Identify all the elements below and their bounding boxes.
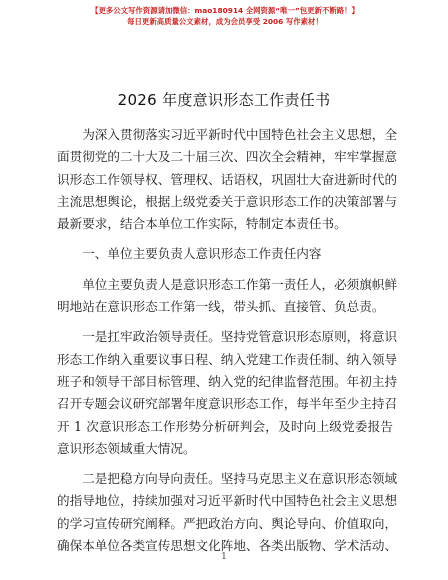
text-line: 确保本单位各类宣传思想文化阵地、各类出版物、学术活动、: [57, 538, 398, 554]
text-line: 识形态工作领导权、管理权、话语权，巩固壮大奋进新时代的: [57, 171, 398, 187]
text-line: 的指导地位，持续加强对习近平新时代中国特色社会主义思想: [57, 493, 398, 509]
text-line: 召开专题会议研究部署年度意识形态工作，每半年至少主持召: [57, 396, 398, 412]
promo-banner-line-2: 每日更新高质量公文素材，成为会员享受 2006 写作素材！: [127, 17, 323, 26]
paragraph-intro: [57, 124, 398, 235]
text-line: 二是把稳方向导向责任。坚持马克思主义在意识形态领域: [82, 471, 398, 487]
text-line: 明地站在意识形态工作第一线，带头抓、直接管、负总责。: [57, 299, 385, 315]
text-line: 一、单位主要负责人意识形态工作责任内容: [82, 246, 322, 262]
paragraph-direction-guidance: [57, 468, 398, 557]
paragraph-political-leadership: [57, 326, 398, 460]
text-line: 班子和领导干部目标管理、纳入党的纪律监督范围。年初主持: [57, 373, 398, 389]
paragraph-responsibility: [57, 274, 398, 319]
text-line: 面贯彻党的二十大及二十届三次、四次全会精神，牢牢掌握意: [57, 149, 398, 165]
text-line: 为深入贯彻落实习近平新时代中国特色社会主义思想，全: [82, 127, 398, 142]
document-title: 2026 年度意识形态工作责任书: [117, 91, 331, 109]
section-heading-1: [57, 243, 393, 265]
text-line: 意识形态领域重大情况。: [57, 440, 196, 456]
text-line: 单位主要负责人是意识形态工作第一责任人，必须旗帜鲜: [82, 276, 398, 292]
promo-banner-line-1: 【更多公文写作资源请加微信：mao180914 全网资源“唯一”包更新不断路！】: [91, 6, 359, 15]
page-number: 1: [221, 552, 227, 562]
text-line: 最新要求，结合本单位工作实际，特制定本责任书。: [57, 216, 347, 232]
text-line: 开 1 次意识形态工作形势分析研判会，及时向上级党委报告: [57, 418, 393, 434]
promo-banner: [60, 5, 390, 27]
text-line: 一是扛牢政治领导责任。坚持党管意识形态原则，将意识: [82, 329, 398, 345]
document-body: [57, 124, 398, 557]
text-line: 的学习宣传研究阐释。严把政治方向、舆论导向、价值取向，: [57, 515, 398, 531]
text-line: 形态工作纳入重要议事日程、纳入党建工作责任制、纳入领导: [57, 351, 398, 367]
text-line: 主流思想舆论，根据上级党委关于意识形态工作的决策部署与: [57, 193, 398, 209]
